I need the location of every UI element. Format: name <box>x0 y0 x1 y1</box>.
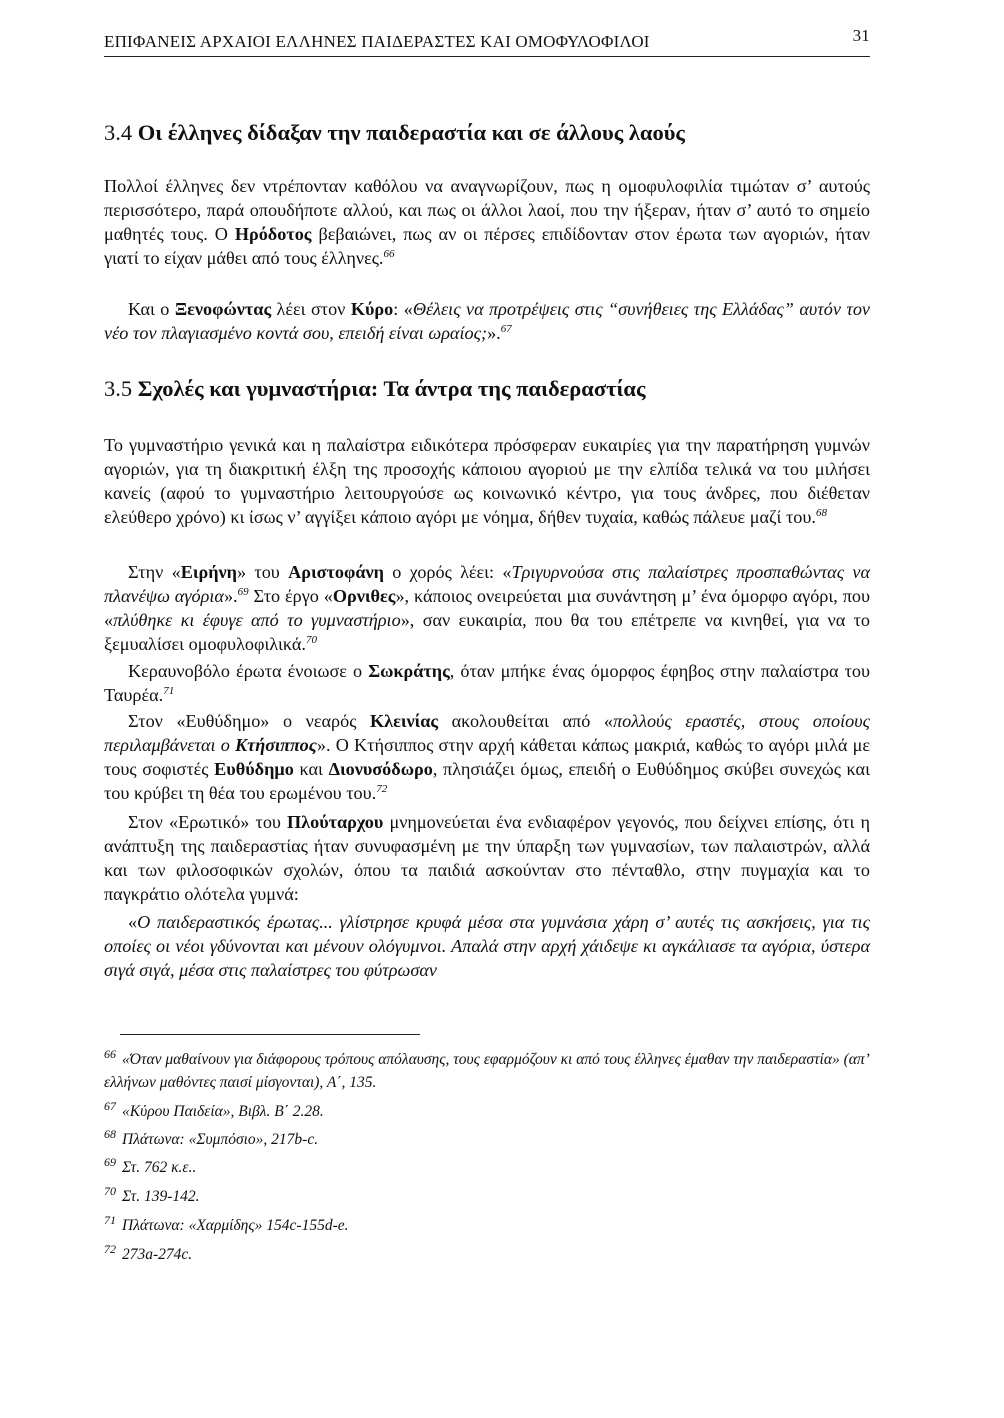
section-number: 3.4 <box>104 120 133 145</box>
section-heading-3-5 <box>104 376 645 402</box>
footnote-68: $^{68}$ Πλάτωνα: «Συμπόσιο», 217b-c. <box>104 1126 319 1148</box>
section-title: Σχολές και γυμναστήρια: Τα άντρα της παιδεραστίας <box>137 376 646 401</box>
footnote-ref[interactable]: 68 <box>815 506 827 519</box>
footnote-ref[interactable]: 70 <box>305 633 317 646</box>
header-title: ΕΠΙΦΑΝΕΙΣ ΑΡΧΑΙΟΙ ΕΛΛΗΝΕΣ ΠΑΙΔΕΡΑΣΤΕΣ ΚΑΙ ΟΜΟΦΥΛΟΦΙΛΟΙ <box>104 32 650 51</box>
footnote-67: $^{67}$ «Κύρου Παιδεία», Βιβλ. Β΄ 2.28. <box>104 1098 324 1120</box>
quotation: «Ο παιδεραστικός έρωτας... γλίστρησε κρυφά μέσα στα γυμνάσια χάρη σ’ αυτές τις ασκήσεις, για τις οποίες οι νέοι γδύνονται και μένουν ολόγυμνοι. Απαλά στην αρχή χάιδεψε κι αγκάλιασε τα αγόρια, ύστερα σιγά σιγά, μέσα στις παλαίστρες του φύτρωσαν <box>104 912 870 980</box>
paragraph: Στην «Ειρήνη» του Αριστοφάνη ο χορός λέει: «Τριγυρνούσα στις παλαίστρες προσπαθώντας να πλανέψω αγόρια».$^{69}$ Στο έργο «Ορνιθες», κάποιος ονειρεύεται μια συνάντηση μ’ ένα όμορφο αγόρι, που «πλύθηκε κι έφυγε από το γυμναστήριο», σαν ευκαιρία, που θα του επέτρεπε να κινηθεί, για να το ξεμυαλίσει ομοφυλοφιλικά.$^{70}$ <box>104 562 870 654</box>
paragraph: Κεραυνοβόλο έρωτα ένοιωσε ο Σωκράτης, όταν μπήκε ένας όμορφος έφηβος στην παλαίστρα του Ταυρέα.$^{71}$ <box>104 661 870 705</box>
footnote-separator <box>120 1034 420 1035</box>
page-number: 31 <box>852 26 870 45</box>
paragraph: Στον «Ευθύδημο» ο νεαρός Κλεινίας ακολουθείται από «πολλούς εραστές, στους οποίους περιλαμβάνεται ο Κτήσιππος». Ο Κτήσιππος στην αρχή κάθεται κάπως μακριά, καθώς το αγόρι μιλά με τους σοφιστές Ευθύδημο και Διονυσόδωρο, πλησιάζει όμως, επειδή ο Ευθύδημος σκύβει συνεχώς και του κρύβει τη θέα του ερωμένου του.$^{72}$ <box>104 711 870 803</box>
footnote-ref[interactable]: 69 <box>237 585 249 598</box>
footnote-71: $^{71}$ Πλάτωνα: «Χαρμίδης» 154c-155d-e. <box>104 1212 349 1234</box>
running-header <box>104 26 870 57</box>
footnote-ref[interactable]: 67 <box>500 322 512 335</box>
paragraph: Και ο Ξενοφώντας λέει στον Κύρο: «Θέλεις να προτρέψεις στις “συνήθειες της Ελλάδας” αυτόν τον νέο τον πλαγιασμένο κοντά σου, επειδή είναι ωραίος;».$^{67}$ <box>104 299 871 343</box>
footnote-70: $^{70}$ Στ. 139-142. <box>104 1183 200 1205</box>
footnote-66: $^{66}$ «Όταν μαθαίνουν για διάφορους τρόπους απόλαυσης, τους εφαρμόζουν κι από τους έλληνες έμαθαν την παιδεραστία» (απ’ ελλήνων μαθόντες παισί μίσγονται), Α΄, 135. <box>104 1046 869 1091</box>
footnote-ref[interactable]: 71 <box>163 684 175 697</box>
section-number: 3.5 <box>104 376 133 401</box>
section-title: Οι έλληνες δίδαξαν την παιδεραστία και σε άλλους λαούς <box>137 120 685 145</box>
paragraph: Πολλοί έλληνες δεν ντρέπονταν καθόλου να αναγνωρίζουν, πως η ομοφυλοφιλία τιμώταν σ’ αυτούς περισσότερο, παρά οπουδήποτε αλλού, και πως οι άλλοι λαοί, που την ήξεραν, ήταν σ’ αυτό το σημείο μαθητές τους. Ο Ηρόδοτος βεβαιώνει, πως αν οι πέρσες επιδίδονταν στον έρωτα των αγοριών, ήταν γιατί το είχαν μάθει από τους έλληνες.$^{66}$ <box>104 176 870 268</box>
section-heading-3-4 <box>104 120 685 146</box>
footnote-ref[interactable]: 72 <box>376 782 388 795</box>
footnote-ref[interactable]: 66 <box>383 247 395 260</box>
paragraph: Στον «Ερωτικό» του Πλούταρχου μνημονεύεται ένα ενδιαφέρον γεγονός, που δείχνει επίσης, ότι η ανάπτυξη της παιδεραστίας ήταν συνυφασμένη με την ύπαρξη των γυμνασίων, των παλαιστρών, αλλά και των φιλοσοφικών σχολών, όπου τα παιδιά ασκούνταν στο πένταθλο, στην πυγμαχία και το παγκράτιο ολότελα γυμνά: <box>104 812 870 904</box>
footnote-69: $^{69}$ Στ. 762 κ.ε.. <box>104 1154 197 1176</box>
paragraph: Το γυμναστήριο γενικά και η παλαίστρα ειδικότερα πρόσφεραν ευκαιρίες για την παρατήρηση γυμνών αγοριών, για τη διακριτική έλξη της προσοχής κάποιου αγοριού με την ελπίδα τελικά να του μιλήσει κανείς (αφού το γυμναστήριο λειτουργούσε ως κοινωνικό κέντρο, για τους άνδρες, που διέθεταν ελεύθερο χρόνο) κι ίσως ν’ αγγίξει κάποιο αγόρι με νόημα, δήθεν τυχαία, καθώς πάλευε μαζί του.$^{68}$ <box>104 435 870 527</box>
footnote-72: $^{72}$ 273a-274c. <box>104 1241 193 1263</box>
